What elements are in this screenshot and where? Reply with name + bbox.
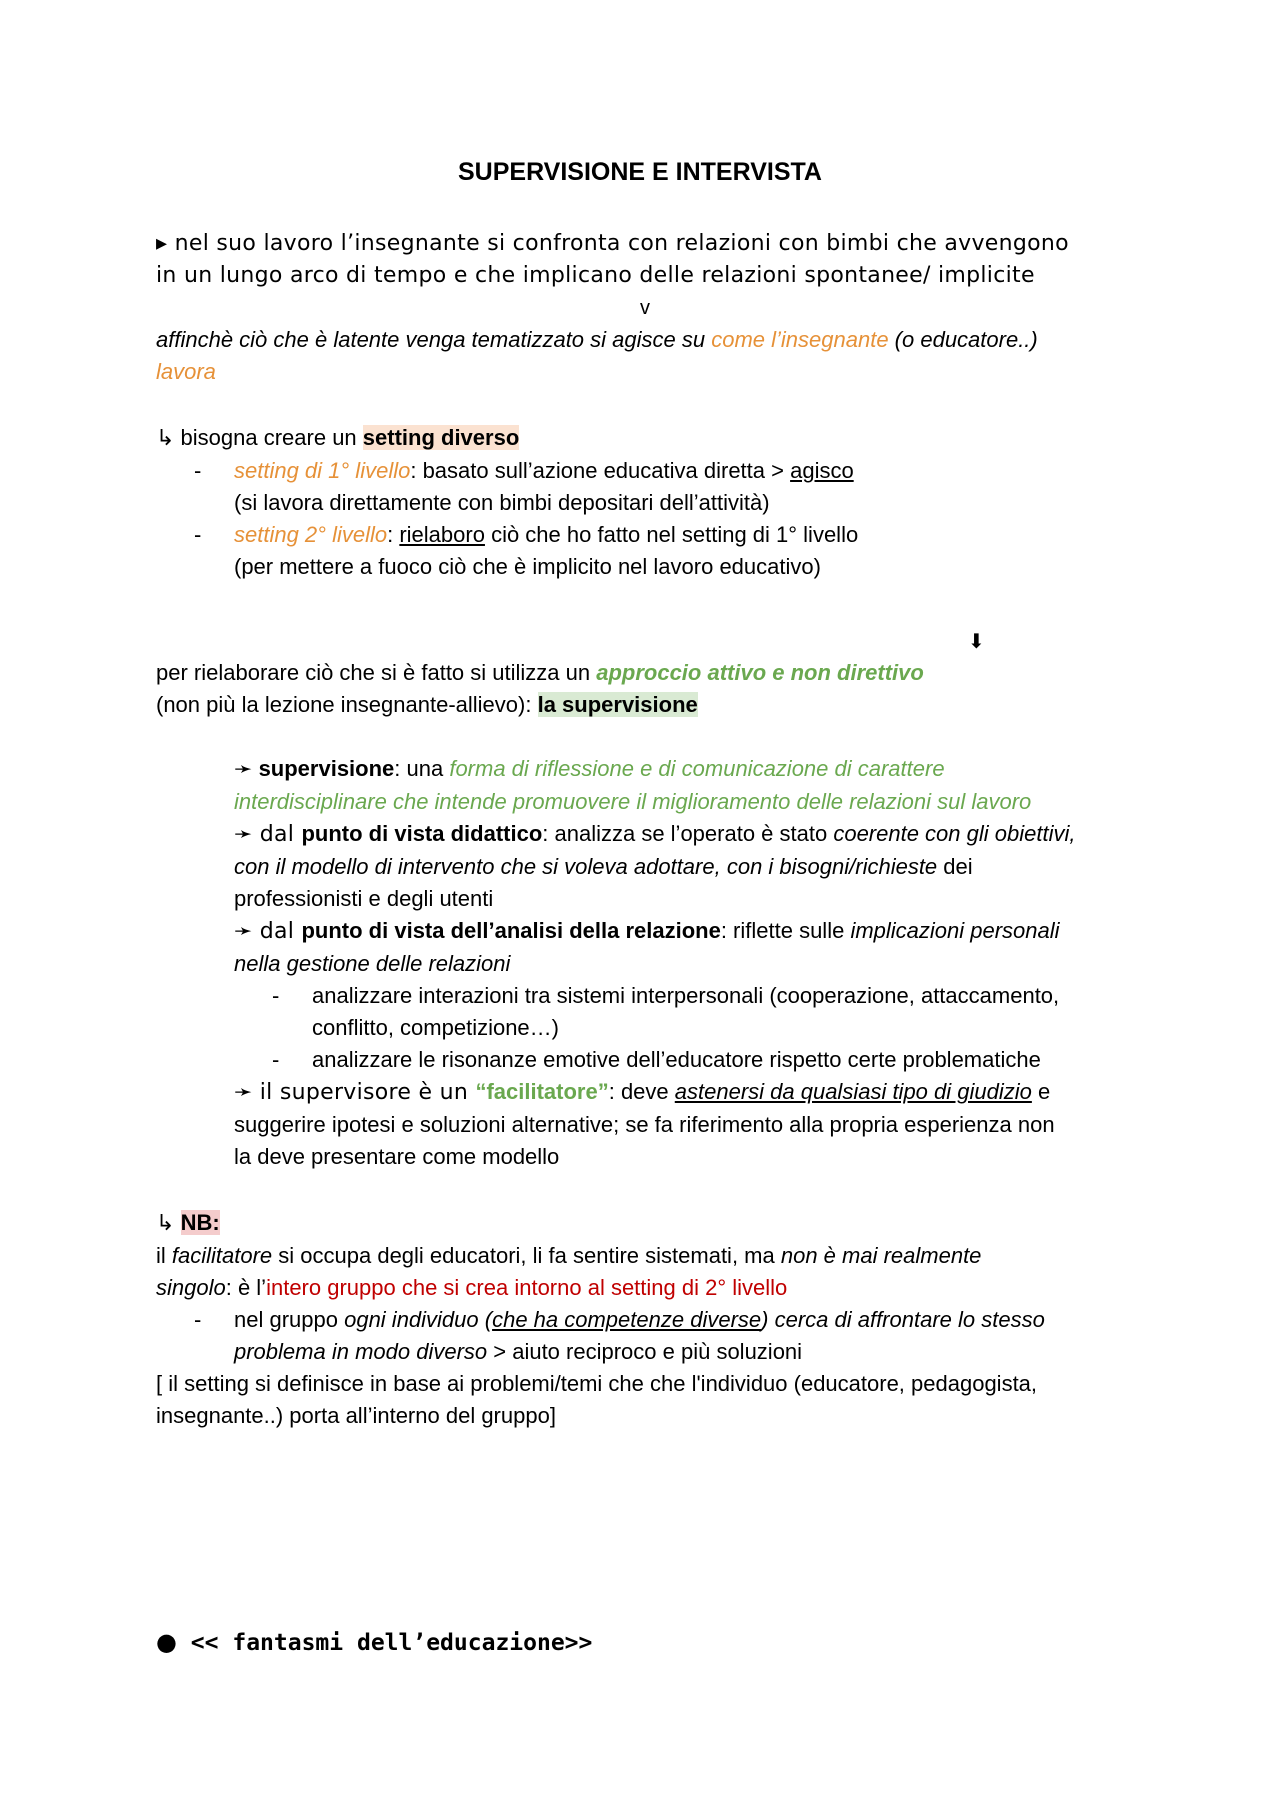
facilitator-text-c: e — [1031, 1079, 1051, 1104]
supervision-highlight: la supervisione — [537, 692, 698, 717]
nb-list-item — [156, 1304, 1136, 1368]
nb-item-italic-a: ogni individuo ( — [344, 1307, 493, 1332]
relation-sub-item-2 — [234, 1044, 1154, 1076]
facilitator-text-b: : deve — [608, 1079, 675, 1104]
setting-lead-text: bisogna creare un — [174, 425, 363, 450]
relation-line-1 — [234, 915, 1154, 948]
nb-note-line-1: [ il setting si definisce in base ai problemi/temi che che l'individuo (educatore, pedagogista, — [156, 1371, 1038, 1396]
dash-bullet: - — [272, 1047, 280, 1072]
setting-item-1-line-1 — [234, 455, 1136, 487]
nb-label: NB: — [180, 1210, 220, 1235]
arrow-bullet-icon: ➛ — [234, 757, 253, 782]
arrow-bullet-icon: ➛ — [234, 919, 253, 944]
approach-text-b: (non più la lezione insegnante-allievo): — [156, 692, 538, 717]
didactic-italic-2: con il modello di intervento che si voleva adottare, con i bisogni/richieste — [234, 854, 938, 879]
didactic-text-c: dei — [937, 854, 973, 879]
nb-item-line-1 — [234, 1304, 1136, 1336]
return-arrow-icon: ↳ — [156, 1211, 175, 1236]
arrow-bullet-icon: ➛ — [234, 822, 253, 847]
didactic-line-1 — [234, 818, 1154, 851]
intro-paragraph — [156, 228, 1136, 292]
connector-v: v — [640, 297, 650, 319]
setting-item-2-line-2: (per mettere a fuoco ciò che è implicito nel lavoro educativo) — [234, 554, 821, 579]
supervision-def-text: : una — [394, 756, 450, 781]
nb-item-underlined: che ha competenze diverse — [492, 1307, 762, 1332]
nb-text-b: si occupa degli educatori, li fa sentire sistemati, ma — [272, 1243, 781, 1268]
nb-italic-2: non è mai realmente — [780, 1243, 982, 1268]
down-arrow-icon: ⬇ — [968, 629, 985, 653]
didactic-bold: punto di vista didattico — [301, 821, 543, 846]
nb-item-text-a: nel gruppo — [234, 1307, 345, 1332]
intro-line-1 — [156, 228, 1136, 260]
dash-bullet: - — [194, 458, 202, 483]
nb-item-line-2 — [234, 1336, 1136, 1368]
nb-italic-singolo: singolo — [156, 1275, 226, 1300]
approach-line-2 — [156, 689, 1136, 721]
relation-bold: punto di vista dell’analisi della relazione — [301, 918, 721, 943]
orange-highlight-text-a: come l’insegnante — [711, 327, 889, 352]
nb-item-italic-c: problema in modo diverso — [234, 1339, 488, 1364]
approach-text-a: per rielaborare ciò che si è fatto si utilizza un — [156, 660, 597, 685]
bottom-heading-text: << fantasmi dell’educazione>> — [176, 1630, 593, 1656]
setting-highlight: setting diverso — [362, 425, 520, 450]
relation-sub-item-1-line-1: analizzare interazioni tra sistemi interpersonali (cooperazione, attaccamento, — [312, 983, 1060, 1008]
intro-italic-paragraph — [156, 324, 1136, 388]
facilitator-bold-green: “facilitatore” — [475, 1079, 609, 1104]
didactic-text-a: dal — [252, 822, 302, 847]
nb-section — [156, 1207, 1136, 1432]
setting-item-2 — [156, 519, 1136, 583]
nb-red-text: intero gruppo che si crea intorno al setting di 2° livello — [266, 1275, 788, 1300]
intro-italic-text-b: (o educatore..) — [888, 327, 1038, 352]
intro-line-2: in un lungo arco di tempo e che implicano delle relazioni spontanee/ implicite — [156, 263, 1035, 288]
facilitator-line-1 — [234, 1076, 1154, 1109]
setting-item-2-label: setting 2° livello — [234, 522, 388, 547]
supervision-def-green-1: forma di riflessione e di comunicazione di carattere — [449, 756, 945, 781]
bottom-heading — [156, 1626, 1136, 1659]
didactic-line-3: professionisti e degli utenti — [234, 886, 494, 911]
dash-bullet: - — [194, 1307, 202, 1332]
arrow-bullet-icon: ➛ — [234, 1080, 253, 1105]
relation-sub-item-1 — [234, 980, 1154, 1044]
relation-sub-item-1-line-2: conflitto, competizione…) — [312, 1015, 559, 1040]
didactic-text-b: : analizza se l’operato è stato — [542, 821, 834, 846]
setting-heading — [156, 422, 1136, 455]
facilitator-text-a: il supervisore è un — [252, 1080, 476, 1105]
relation-italic-2: nella gestione delle relazioni — [234, 951, 511, 976]
setting-item-2-line-1 — [234, 519, 1136, 551]
dash-bullet: - — [194, 522, 202, 547]
approach-paragraph — [156, 657, 1136, 721]
relation-sub-item-2-line-1: analizzare le risonanze emotive dell’educatore rispetto certe problematiche — [312, 1047, 1041, 1072]
relation-text-b: : riflette sulle — [720, 918, 851, 943]
relation-text-a: dal — [252, 919, 302, 944]
didactic-italic-1: coerente con gli obiettivi, — [833, 821, 1076, 846]
circle-bullet-icon: ● — [156, 1628, 177, 1656]
nb-item-text-b: > aiuto reciproco e più soluzioni — [487, 1339, 803, 1364]
return-arrow-icon: ↳ — [156, 426, 175, 451]
setting-item-1-underlined: agisco — [790, 458, 854, 483]
supervision-def-green-2: interdisciplinare che intende promuovere il miglioramento delle relazioni sul lavoro — [234, 789, 1032, 814]
setting-item-1-line-2: (si lavora direttamente con bimbi depositari dell’attività) — [234, 490, 770, 515]
dash-bullet: - — [272, 983, 280, 1008]
facilitator-line-3: la deve presentare come modello — [234, 1144, 560, 1169]
nb-text-a: il — [156, 1243, 172, 1268]
intro-text-1: nel suo lavoro l’insegnante si confronta con relazioni con bimbi che avvengono — [174, 231, 1069, 256]
nb-italic-facilitator: facilitatore — [171, 1243, 273, 1268]
intro-italic-line-1 — [156, 324, 1136, 356]
nb-line-1 — [156, 1240, 1136, 1272]
supervision-def-bold: supervisione — [258, 756, 395, 781]
supervision-definition-line-1 — [234, 753, 1154, 786]
intro-italic-text-a: affinchè ciò che è latente venga tematizzato si agisce su — [156, 327, 712, 352]
setting-item-1-text: : basato sull’azione educativa diretta > — [410, 458, 791, 483]
nb-text-c: : è l’ — [225, 1275, 267, 1300]
triangle-bullet-icon: ▸ — [156, 231, 168, 256]
orange-highlight-text-b: lavora — [156, 359, 216, 384]
didactic-line-2 — [234, 851, 1154, 883]
page-title: SUPERVISIONE E INTERVISTA — [458, 158, 822, 186]
setting-item-1 — [156, 455, 1136, 519]
nb-heading — [156, 1207, 1136, 1240]
facilitator-line-2: suggerire ipotesi e soluzioni alternative; se fa riferimento alla propria esperienza non — [234, 1112, 1055, 1137]
setting-item-2-underlined: rielaboro — [399, 522, 485, 547]
facilitator-underlined-italic: astenersi da qualsiasi tipo di giudizio — [674, 1079, 1032, 1104]
setting-section — [156, 422, 1136, 583]
approach-green-text: approccio attivo e non direttivo — [596, 660, 924, 685]
approach-line-1 — [156, 657, 1136, 689]
supervision-section — [234, 753, 1154, 1173]
nb-item-italic-b: ) cerca di affrontare lo stesso — [761, 1307, 1045, 1332]
nb-line-2 — [156, 1272, 1136, 1304]
setting-item-2-colon: : — [387, 522, 400, 547]
relation-italic-1: implicazioni personali — [850, 918, 1060, 943]
setting-item-1-label: setting di 1° livello — [234, 458, 411, 483]
setting-item-2-text: ciò che ho fatto nel setting di 1° livello — [484, 522, 859, 547]
nb-note-line-2: insegnante..) porta all’interno del gruppo] — [156, 1403, 556, 1428]
